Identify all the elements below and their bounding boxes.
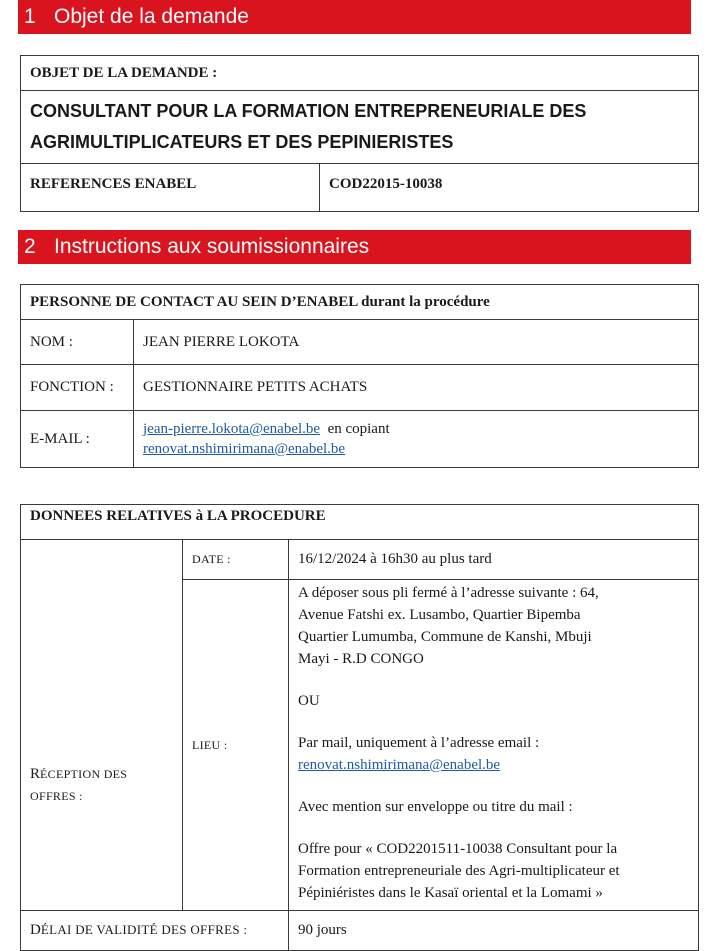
lieu-mention: Avec mention sur enveloppe ou titre du mail : (298, 799, 573, 815)
email-value (134, 411, 699, 468)
lieu-address-line: Quartier Lumumba, Commune de Kanshi, Mbuji (298, 629, 592, 645)
reception-label-rest: ÉCEPTION DES (40, 767, 128, 781)
section-heading-objet (18, 0, 691, 34)
section-number: 2 (24, 235, 36, 258)
date-label: DATE : (183, 540, 289, 580)
references-label: REFERENCES ENABEL (21, 164, 320, 212)
fonction-value: GESTIONNAIRE PETITS ACHATS (134, 365, 699, 411)
objet-table (20, 55, 699, 212)
reception-label-line2: OFFRES : (30, 789, 83, 803)
validite-label-initial: D (30, 922, 41, 938)
lieu-value (289, 580, 699, 911)
reception-label (21, 540, 183, 911)
contact-header: PERSONNE DE CONTACT AU SEIN D’ENABEL durant la procédure (21, 285, 699, 320)
email-primary-link[interactable]: jean-pierre.lokota@enabel.be (143, 421, 321, 437)
reception-label-initial: R (30, 766, 41, 782)
nom-value: JEAN PIERRE LOKOTA (134, 320, 699, 365)
section-number: 1 (24, 5, 36, 28)
procedure-table (20, 504, 699, 951)
lieu-or: OU (298, 693, 320, 709)
objet-label: OBJET DE LA DEMANDE : (21, 56, 699, 91)
contact-table (20, 284, 699, 468)
email-copy-text: en copiant (327, 421, 390, 437)
email-label: E-MAIL : (21, 411, 134, 468)
objet-title (21, 91, 699, 164)
objet-title-line2: AGRIMULTIPLICATEURS ET DES PEPINIERISTES (30, 132, 454, 152)
lieu-label: LIEU : (183, 580, 289, 911)
lieu-offre-line: Pépiniéristes dans le Kasaï oriental et la Lomami » (298, 885, 603, 901)
validite-label-rest: ÉLAI DE VALIDITÉ DES OFFRES : (40, 922, 248, 937)
lieu-offre-line: Formation entrepreneuriale des Agri-multiplicateur et (298, 863, 620, 879)
references-value: COD22015-10038 (320, 164, 699, 212)
lieu-mail-text: Par mail, uniquement à l’adresse email : (298, 735, 540, 751)
objet-title-line1: CONSULTANT POUR LA FORMATION ENTREPRENEURIALE DES (30, 101, 587, 121)
lieu-offre-line: Offre pour « COD2201511-10038 Consultant pour la (298, 841, 618, 857)
validite-label (21, 911, 289, 951)
lieu-mail-link[interactable]: renovat.nshimirimana@enabel.be (298, 757, 501, 773)
lieu-address-line: A déposer sous pli fermé à l’adresse suivante : 64, (298, 585, 599, 601)
section-heading-instructions (18, 230, 691, 264)
section-title: Objet de la demande (54, 5, 249, 28)
date-value: 16/12/2024 à 16h30 au plus tard (289, 540, 699, 580)
nom-label: NOM : (21, 320, 134, 365)
procedure-header: DONNEES RELATIVES à LA PROCEDURE (21, 505, 699, 540)
lieu-address-line: Avenue Fatshi ex. Lusambo, Quartier Bipemba (298, 607, 581, 623)
section-title: Instructions aux soumissionnaires (54, 235, 370, 258)
fonction-label: FONCTION : (21, 365, 134, 411)
validite-value: 90 jours (289, 911, 699, 951)
email-secondary-link[interactable]: renovat.nshimirimana@enabel.be (143, 441, 346, 457)
lieu-address-line: Mayi - R.D CONGO (298, 651, 424, 667)
